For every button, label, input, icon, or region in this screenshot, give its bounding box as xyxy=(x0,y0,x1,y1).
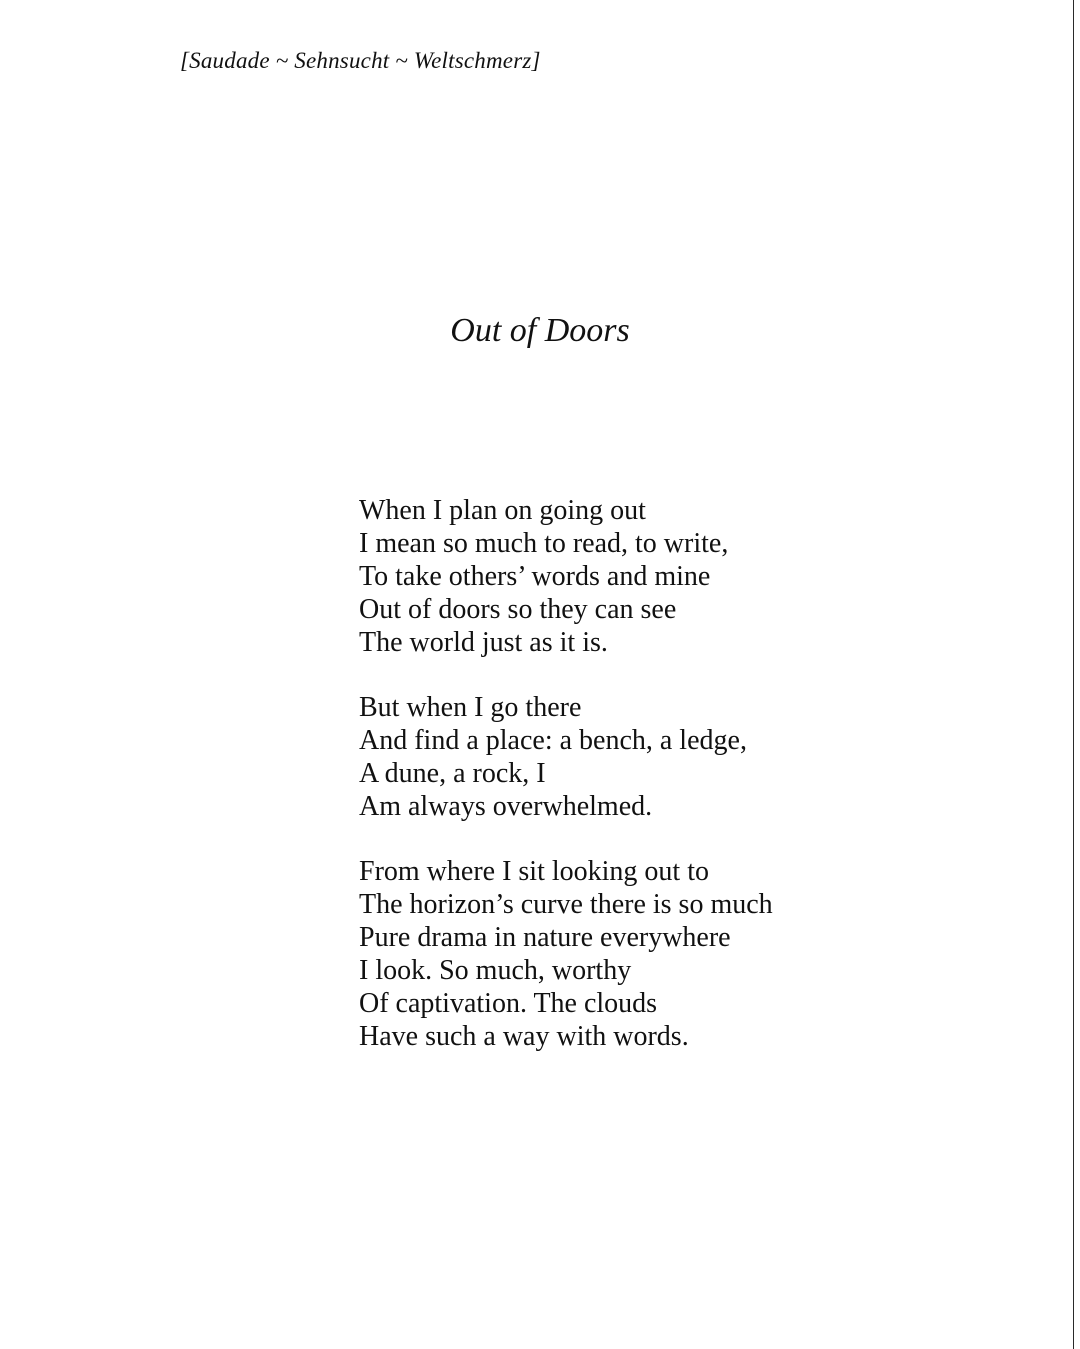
poem-line: When I plan on going out xyxy=(359,495,646,526)
poem-line: Out of doors so they can see xyxy=(359,594,677,625)
poem-line: The world just as it is. xyxy=(359,627,608,658)
poem-line: A dune, a rock, I xyxy=(359,758,546,789)
poem-line: And find a place: a bench, a ledge, xyxy=(359,725,747,756)
poem-title: Out of Doors xyxy=(450,312,630,349)
stanza-3 xyxy=(359,855,773,1053)
page-edge-line xyxy=(1073,0,1074,1349)
stanza-1 xyxy=(359,494,773,659)
poem-line: Have such a way with words. xyxy=(359,1021,689,1052)
poem-line: Of captivation. The clouds xyxy=(359,988,658,1019)
poem-line: From where I sit looking out to xyxy=(359,856,709,887)
poem-line: To take others’ words and mine xyxy=(359,561,711,592)
running-header: [Saudade ~ Sehnsucht ~ Weltschmerz] xyxy=(180,48,541,73)
poem-line: I mean so much to read, to write, xyxy=(359,528,729,559)
poem-body xyxy=(359,494,773,1085)
poem-line: I look. So much, worthy xyxy=(359,955,632,986)
poem-line: The horizon’s curve there is so much xyxy=(359,889,773,920)
poem-line: Am always overwhelmed. xyxy=(359,791,653,822)
poem-line: Pure drama in nature everywhere xyxy=(359,922,731,953)
stanza-2 xyxy=(359,691,773,823)
poem-line: But when I go there xyxy=(359,692,582,723)
